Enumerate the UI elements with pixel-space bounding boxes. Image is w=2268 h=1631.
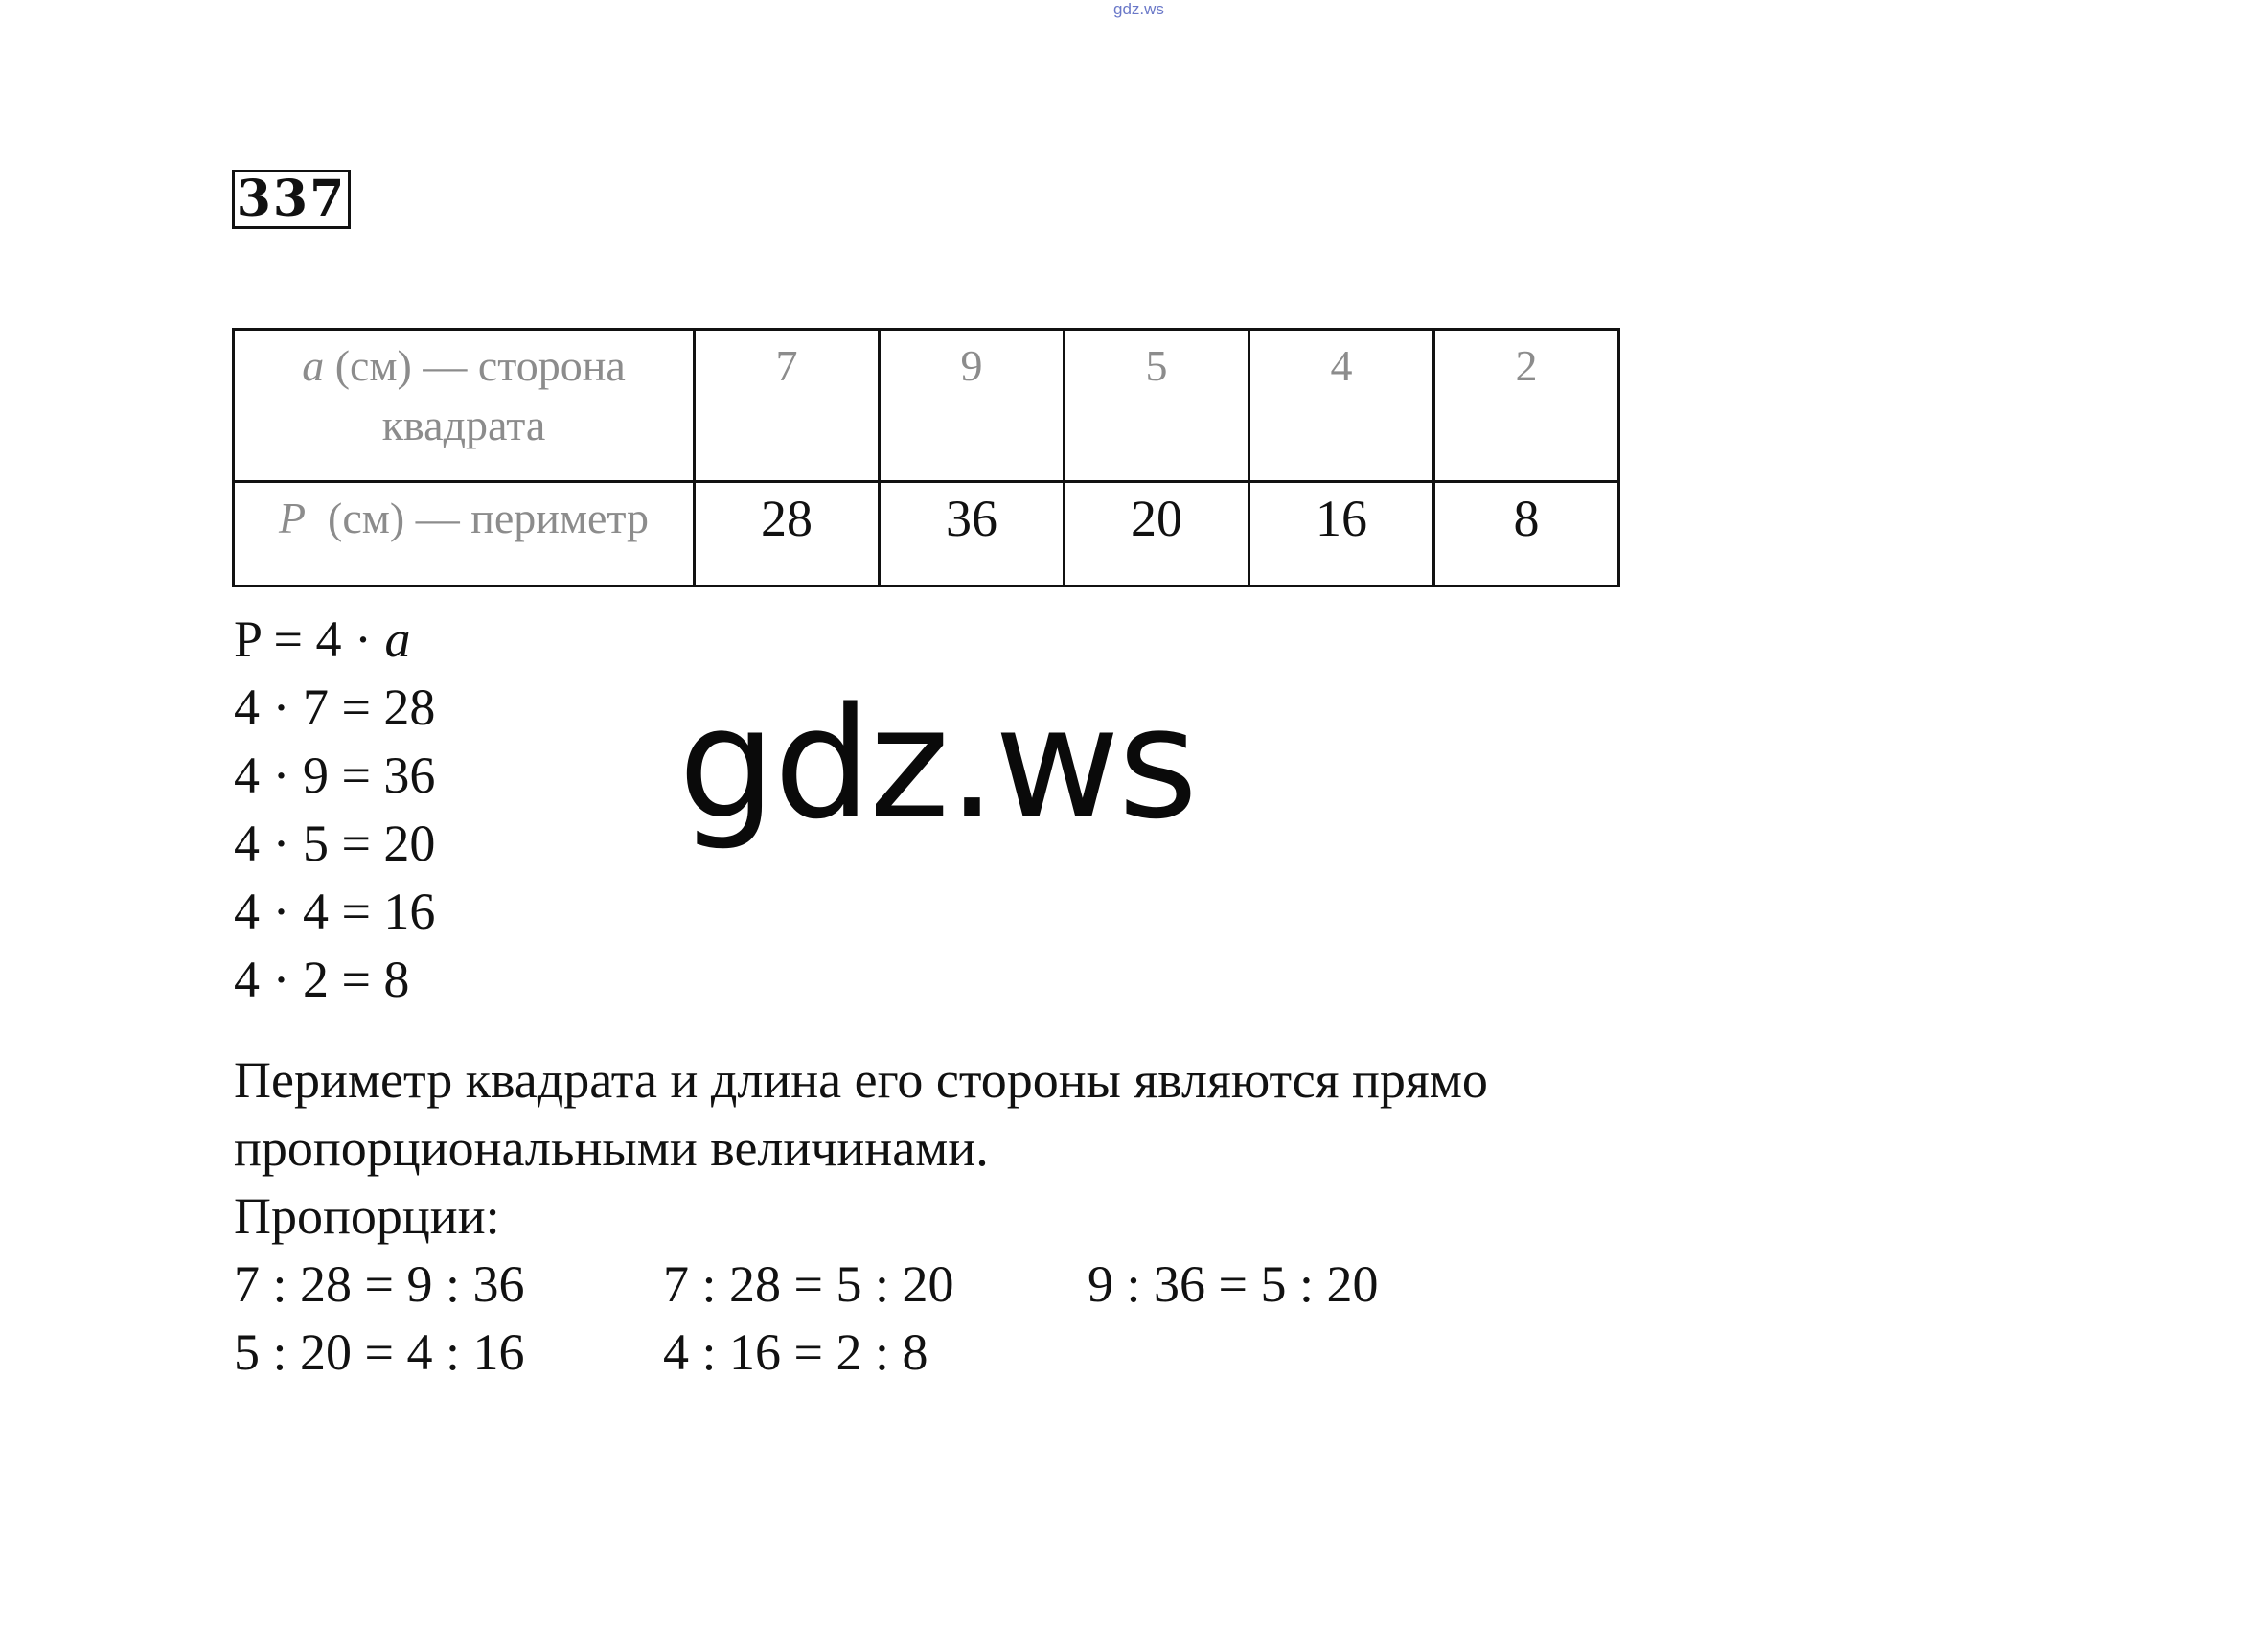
perimeter-value-cell: 28 — [695, 482, 880, 586]
proportions-title: Пропорции: — [234, 1187, 500, 1245]
perimeter-value-cell: 16 — [1249, 482, 1434, 586]
formula-block — [234, 606, 435, 1014]
perimeter-label-text: (см) — периметр — [306, 494, 650, 542]
side-label-line2: квадрата — [381, 401, 546, 449]
side-value-cell: 7 — [695, 330, 880, 482]
formula-line: 4 · 7 = 28 — [234, 678, 436, 736]
proportion-item: 4 : 16 = 2 : 8 — [663, 1323, 928, 1381]
formula-line: 4 · 5 = 20 — [234, 815, 436, 872]
proportion-item: 9 : 36 = 5 : 20 — [1088, 1255, 1379, 1313]
side-label-var: a — [302, 341, 325, 390]
side-value-cell: 2 — [1434, 330, 1619, 482]
side-value-cell: 9 — [880, 330, 1065, 482]
site-mark: gdz.ws — [1113, 0, 1164, 18]
perimeter-value-cell: 36 — [880, 482, 1065, 586]
perimeter-value-cell: 8 — [1434, 482, 1619, 586]
perimeter-label-var: P — [278, 494, 307, 542]
side-value-cell: 5 — [1065, 330, 1249, 482]
watermark: gdz.ws — [678, 674, 1197, 853]
main-formula-var: a — [384, 610, 411, 668]
side-value-cell: 4 — [1249, 330, 1434, 482]
values-table — [232, 328, 1620, 587]
formula-line: 4 · 9 = 36 — [234, 747, 436, 804]
table-row-side — [234, 330, 1619, 482]
formula-line: 4 · 2 = 8 — [234, 951, 410, 1008]
side-label-cell — [234, 330, 695, 482]
formula-line: 4 · 4 = 16 — [234, 883, 436, 940]
proportion-item: 7 : 28 = 9 : 36 — [234, 1255, 525, 1313]
task-number: 337 — [232, 170, 351, 229]
perimeter-label-cell — [234, 482, 695, 586]
main-formula — [234, 606, 435, 674]
perimeter-value-cell: 20 — [1065, 482, 1249, 586]
proportion-item: 7 : 28 = 5 : 20 — [663, 1255, 954, 1313]
proportion-item: 5 : 20 = 4 : 16 — [234, 1323, 525, 1381]
main-formula-prefix: P = 4 · — [234, 610, 385, 668]
side-label-text: (см) — сторона — [324, 341, 626, 390]
table-row-perimeter — [234, 482, 1619, 586]
conclusion-text: Периметр квадрата и длина его стороны являются прямо пропорциональными величинами. — [234, 1051, 1488, 1177]
